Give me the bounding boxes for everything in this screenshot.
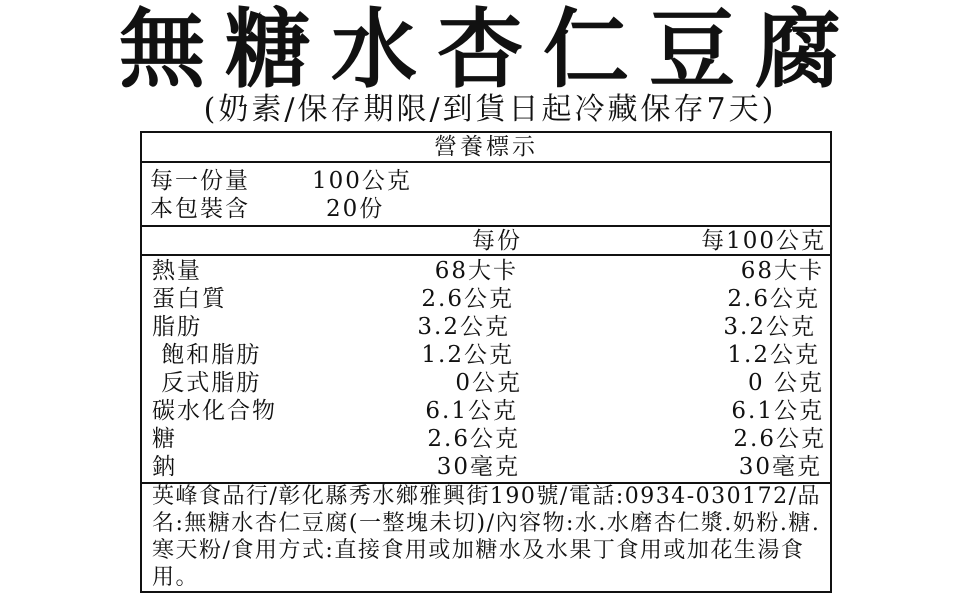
nutrient-per-serving: 1.2公克 (421, 342, 514, 368)
nutrient-per-100g: 68大卡 (740, 258, 824, 284)
serving-size-value: 100公克 (312, 168, 412, 194)
nutrient-per-100g: 2.6公克 (727, 286, 820, 312)
nutrient-per-serving: 2.6公克 (421, 286, 514, 312)
nutrient-per-serving: 0公克 (455, 370, 522, 396)
col-header-per-serving: 每份 (472, 228, 522, 254)
nutrient-per-100g: 1.2公克 (727, 342, 820, 368)
nutrient-per-100g: 2.6公克 (733, 426, 826, 452)
nutrient-per-serving: 30毫克 (436, 454, 520, 480)
nutrition-label (140, 131, 832, 593)
col-header-per-100g: 每100公克 (701, 228, 826, 254)
serving-size-label: 每一份量 (150, 168, 250, 194)
nutrient-name: 熱量 (152, 258, 202, 284)
nutrient-name: 鈉 (152, 454, 177, 480)
product-subtitle: (奶素/保存期限/到貨日起冷藏保存7天) (203, 92, 777, 127)
nutrient-per-serving: 68大卡 (434, 258, 518, 284)
nutrient-name: 飽和脂肪 (152, 342, 262, 368)
nutrient-per-serving: 2.6公克 (427, 426, 520, 452)
nutrient-per-serving: 3.2公克 (417, 314, 510, 340)
servings-per-package-label: 本包裝含 (150, 196, 250, 222)
nutrient-per-serving: 6.1公克 (425, 398, 518, 424)
nutrient-per-100g: 3.2公克 (723, 314, 816, 340)
servings-per-package-value: 20份 (326, 196, 385, 222)
nutrient-name: 脂肪 (152, 314, 202, 340)
nutrient-per-100g: 30毫克 (738, 454, 822, 480)
nutrient-name: 蛋白質 (152, 286, 227, 312)
nutrient-name: 糖 (152, 426, 177, 452)
nutrient-name: 碳水化合物 (152, 398, 277, 424)
nutrient-name: 反式脂肪 (152, 370, 262, 396)
nutrient-per-100g: 0 公克 (748, 370, 824, 396)
product-title: 無糖水杏仁豆腐 (119, 0, 861, 100)
divider (142, 254, 830, 256)
divider (142, 161, 830, 163)
nutrient-per-100g: 6.1公克 (731, 398, 824, 424)
manufacturer-info: 英峰食品行/彰化縣秀水鄉雅興街190號/電話:0934-030172/品名:無糖水杏仁豆腐(一整塊未切)/內容物:水.水磨杏仁漿.奶粉.糖.寒天粉/食用方式:直接食用或加糖水及水果丁食用或加花生湯食用。 (152, 484, 822, 590)
nutrition-header: 營養標示 (434, 134, 538, 160)
